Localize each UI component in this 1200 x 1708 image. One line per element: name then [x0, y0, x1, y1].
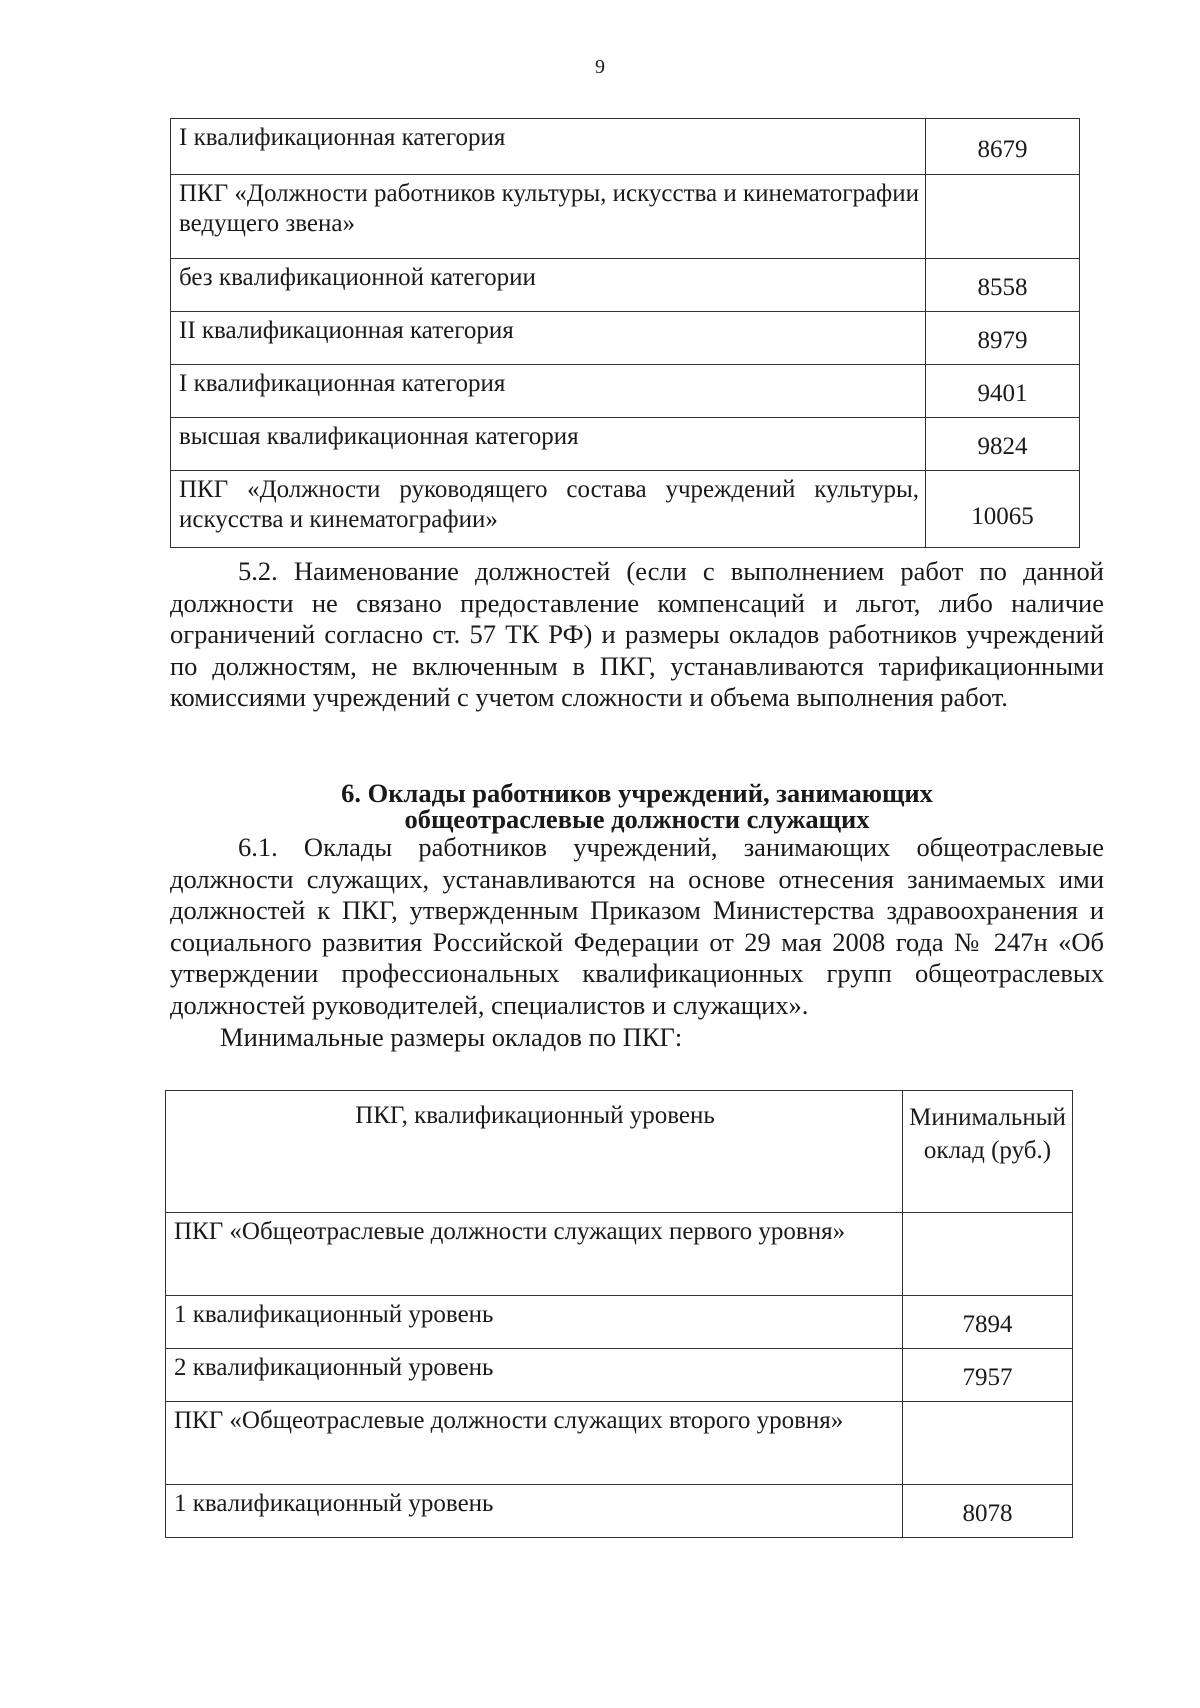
qualification-level: 2 квалификационный уровень — [166, 1349, 903, 1402]
paragraph-text: 6.1. Оклады работников учреждений, занимающих общеотраслевые должности служащих, устанавливаются на основе отнесения занимаемых ими должностей к ПКГ, утвержденным Приказом Министерства здравоохранения и социального развития Российской Федерации от 29 мая 2008 года № 247н «Об утверждении профессиональных квалификационных групп общеотраслевых должностей руководителей, специалистов и служащих». — [170, 832, 1104, 1020]
salary-table-culture — [170, 118, 1080, 548]
salary-value: 7957 — [903, 1349, 1073, 1402]
table-row — [166, 1296, 1073, 1349]
table-header-row — [166, 1091, 1073, 1213]
table-row — [166, 1485, 1073, 1538]
salary-value: 8078 — [903, 1485, 1073, 1538]
pkg-group-name: ПКГ «Общеотраслевые должности служащих второго уровня» — [166, 1402, 903, 1485]
position-name: I квалификационная категория — [171, 119, 926, 175]
page-number: 9 — [595, 56, 605, 78]
salary-value: 9401 — [926, 365, 1080, 418]
salary-value: 8979 — [926, 312, 1080, 365]
position-name: I квалификационная категория — [171, 365, 926, 418]
salary-value: 9824 — [926, 418, 1080, 471]
pkg-group-name: ПКГ «Должности руководящего состава учреждений культуры, искусства и кинематографии» — [171, 471, 926, 548]
salary-value: 8558 — [926, 259, 1080, 312]
table-row — [171, 418, 1080, 471]
salary-value: 10065 — [926, 471, 1080, 548]
position-name: без квалификационной категории — [171, 259, 926, 312]
table-row — [171, 119, 1080, 175]
table-row — [166, 1349, 1073, 1402]
section-5-2-paragraph — [170, 556, 1104, 714]
salary-value: 7894 — [903, 1296, 1073, 1349]
position-name: высшая квалификационная категория — [171, 418, 926, 471]
salary-value — [926, 175, 1080, 259]
qualification-level: 1 квалификационный уровень — [166, 1296, 903, 1349]
table-row — [166, 1402, 1073, 1485]
table-row — [171, 312, 1080, 365]
position-name: II квалификационная категория — [171, 312, 926, 365]
table-row — [171, 365, 1080, 418]
salary-value — [903, 1402, 1073, 1485]
pkg-group-name: ПКГ «Должности работников культуры, искусства и кинематографии ведущего звена» — [171, 175, 926, 259]
heading-line: 6. Оклады работников учреждений, занимающих — [341, 778, 933, 808]
section-6-heading — [170, 780, 1104, 832]
table-row — [171, 259, 1080, 312]
pkg-group-name: ПКГ «Общеотраслевые должности служащих первого уровня» — [166, 1213, 903, 1296]
column-header-value: Минимальный оклад (руб.) — [903, 1091, 1073, 1213]
salary-value — [903, 1213, 1073, 1296]
section-6-1-paragraph — [170, 832, 1104, 1021]
salary-table-general — [165, 1090, 1073, 1538]
min-sizes-label: Минимальные размеры окладов по ПКГ: — [220, 1022, 683, 1052]
table-row — [171, 175, 1080, 259]
qualification-level: 1 квалификационный уровень — [166, 1485, 903, 1538]
paragraph-text: 5.2. Наименование должностей (если с выполнением работ по данной должности не связано предоставление компенсаций и льгот, либо наличие ограничений согласно ст. 57 ТК РФ) и размеры окладов работников учреждений по должностям, не включенным в ПКГ, устанавливаются тарификационными комиссиями учреждений с учетом сложности и объема выполнения работ. — [170, 556, 1104, 712]
column-header-name: ПКГ, квалификационный уровень — [166, 1091, 903, 1213]
heading-line: общеотраслевые должности служащих — [404, 804, 870, 834]
salary-value: 8679 — [926, 119, 1080, 175]
table-row — [171, 471, 1080, 548]
table-row — [166, 1213, 1073, 1296]
